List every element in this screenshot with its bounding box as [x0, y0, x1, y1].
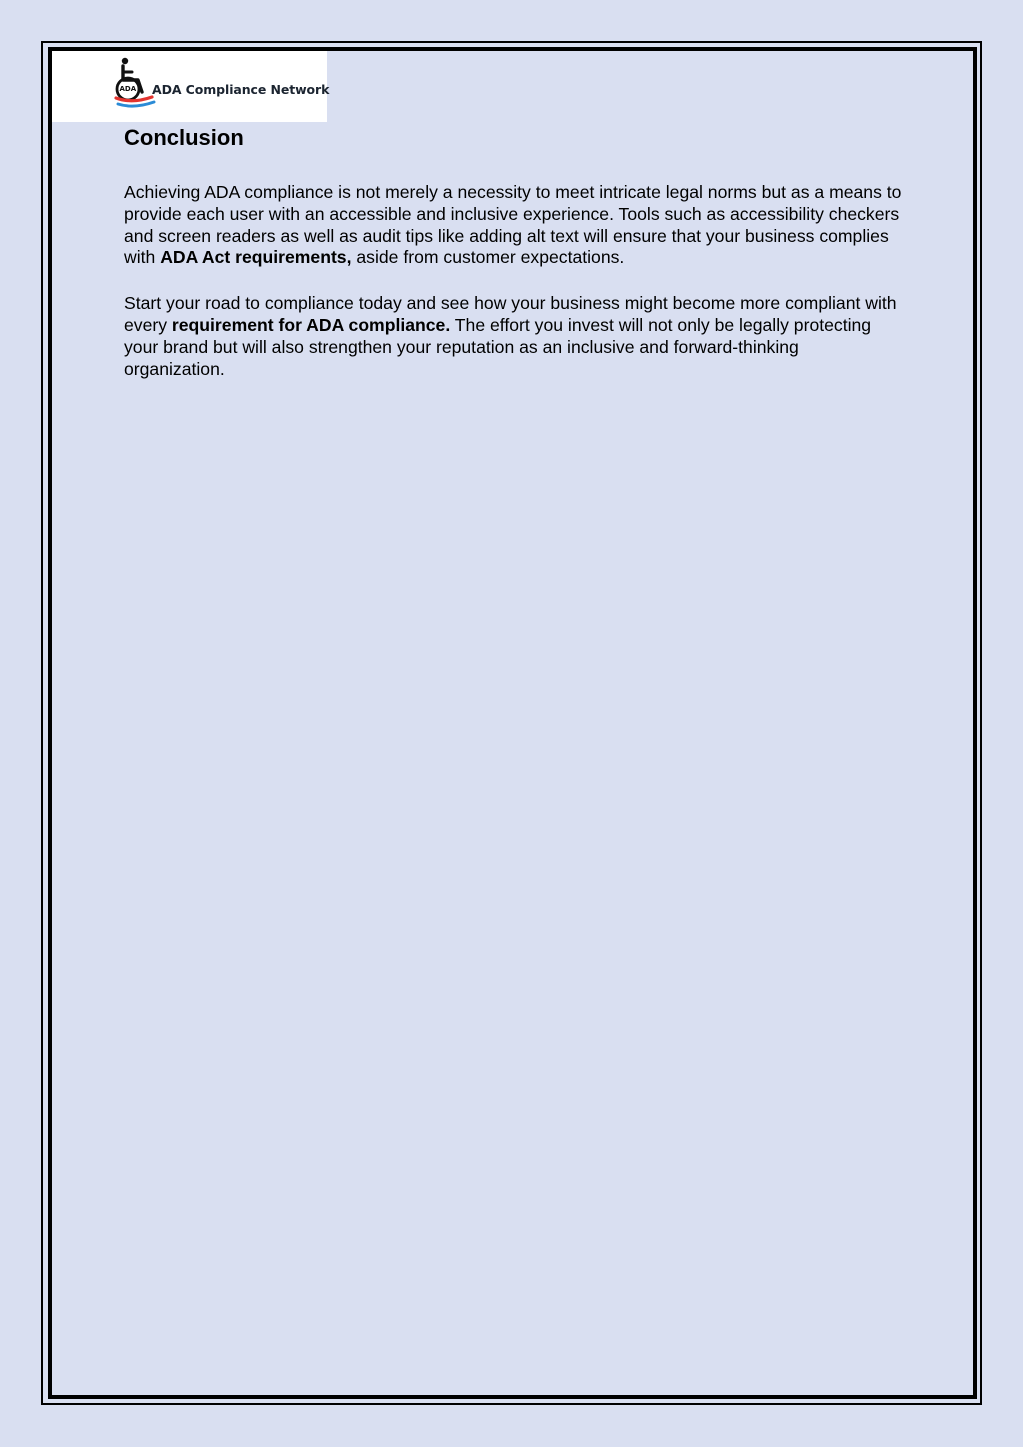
svg-text:ADA: ADA	[119, 85, 137, 93]
paragraph-conclusion-1	[124, 182, 904, 269]
paragraph-text: The effort you invest will not only be legally protecting your brand but will also strengthen your reputation as an inclusive and forward-thinking organization.	[124, 314, 872, 379]
paragraph-text: aside from customer expectations.	[351, 247, 625, 268]
bold-phrase: ADA Act requirements,	[160, 247, 352, 268]
document-body	[124, 124, 904, 380]
paragraph-conclusion-2	[124, 293, 904, 380]
paragraph-text: Achieving ADA compliance is not merely a necessity to meet intricate legal norms but as a means to provide each user with an accessible and inclusive experience. Tools such as accessibility checkers and screen readers as well as audit tips like adding alt text will ensure that your business complies with	[124, 182, 902, 268]
section-heading: Conclusion	[124, 125, 244, 150]
ada-compliance-network-logo	[52, 51, 330, 122]
logo-brand-text: ADA Compliance Network	[152, 82, 330, 97]
bold-phrase: requirement for ADA compliance.	[171, 314, 451, 335]
paragraph-text: Start your road to compliance today and see how your business might become more compliant with every	[124, 293, 897, 335]
